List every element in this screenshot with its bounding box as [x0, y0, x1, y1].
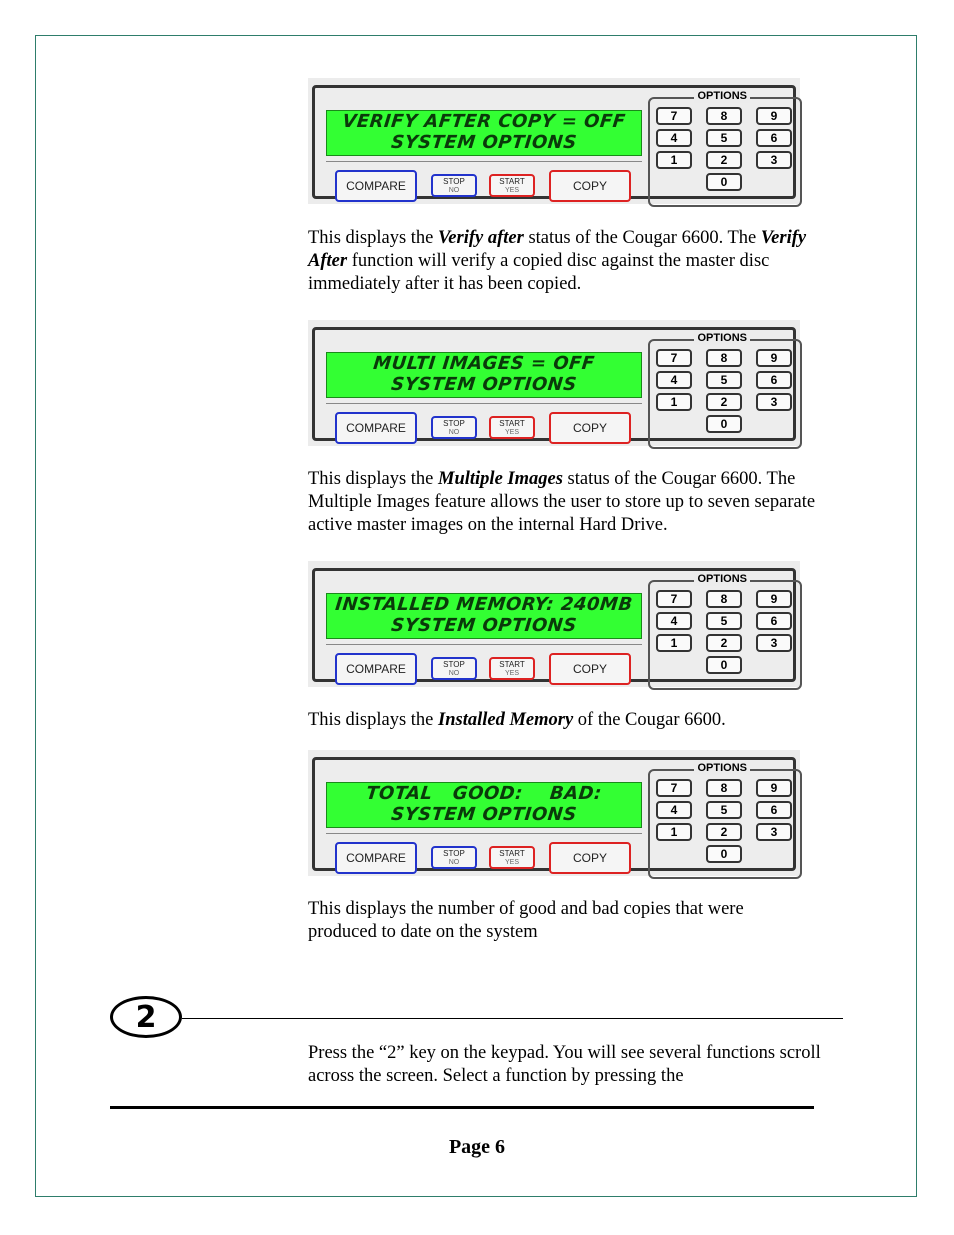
lcd-line-2: SYSTEM OPTIONS — [390, 132, 578, 153]
stop-label: STOP — [443, 659, 465, 669]
panel-frame — [312, 757, 796, 871]
desc-text: This displays the — [308, 469, 439, 489]
desc-text: of the Cougar 6600. — [573, 710, 726, 730]
start-label: START — [499, 848, 525, 858]
start-label: START — [499, 176, 525, 186]
key-3[interactable]: 3 — [756, 823, 792, 841]
key-4[interactable]: 4 — [656, 129, 692, 147]
key-1[interactable]: 1 — [656, 634, 692, 652]
stop-no-button[interactable] — [431, 416, 477, 439]
stop-no-button[interactable] — [431, 174, 477, 197]
desc-text: status of the Cougar 6600. The — [523, 228, 761, 248]
copy-button[interactable]: COPY — [549, 653, 631, 685]
key-0[interactable]: 0 — [706, 415, 742, 433]
options-title: OPTIONS — [694, 89, 750, 103]
desc-text: This displays the — [308, 228, 439, 248]
description-good-bad: This displays the number of good and bad copies that were produced to date on the system — [308, 899, 744, 942]
compare-button[interactable]: COMPARE — [335, 412, 417, 444]
stop-no-button[interactable] — [431, 846, 477, 869]
yes-label: YES — [504, 186, 519, 194]
options-title: OPTIONS — [694, 761, 750, 775]
lcd-line-1: TOTAL GOOD: BAD: — [365, 783, 603, 804]
start-label: START — [499, 659, 525, 669]
key-1[interactable]: 1 — [656, 823, 692, 841]
yes-label: YES — [504, 428, 519, 436]
lcd-line-2: SYSTEM OPTIONS — [390, 804, 578, 825]
description-installed-memory — [308, 709, 848, 732]
no-label: NO — [448, 428, 460, 436]
lcd-divider — [326, 833, 642, 834]
key-9[interactable]: 9 — [756, 590, 792, 608]
key-5[interactable]: 5 — [706, 371, 742, 389]
key-2[interactable]: 2 — [706, 151, 742, 169]
step-number-badge: 2 — [110, 996, 182, 1038]
lcd-display — [326, 782, 642, 828]
compare-button[interactable]: COMPARE — [335, 653, 417, 685]
key-0[interactable]: 0 — [706, 656, 742, 674]
control-panel-verify — [308, 78, 800, 204]
options-keypad — [648, 573, 802, 690]
lcd-line-1: MULTI IMAGES = OFF — [372, 353, 596, 374]
compare-button[interactable]: COMPARE — [335, 842, 417, 874]
key-9[interactable]: 9 — [756, 779, 792, 797]
desc-emphasis: Verify after — [438, 228, 524, 248]
lcd-display — [326, 352, 642, 398]
stop-label: STOP — [443, 848, 465, 858]
key-6[interactable]: 6 — [756, 801, 792, 819]
start-yes-button[interactable] — [489, 416, 535, 439]
lcd-display — [326, 110, 642, 156]
step-instructions: Press the “2” key on the keypad. You will see several functions scroll across the screen. Select a function by pressing the — [308, 1043, 821, 1086]
control-panel-total-good-bad — [308, 750, 800, 876]
desc-emphasis: Multiple Images — [438, 469, 563, 489]
page-number: Page 6 — [448, 1136, 506, 1158]
step-divider — [182, 1018, 843, 1019]
key-7[interactable]: 7 — [656, 779, 692, 797]
stop-label: STOP — [443, 176, 465, 186]
desc-text: This displays the — [308, 710, 439, 730]
panel-frame — [312, 85, 796, 199]
copy-button[interactable]: COPY — [549, 842, 631, 874]
no-label: NO — [448, 858, 460, 866]
desc-emphasis: Installed Memory — [438, 710, 574, 730]
options-title: OPTIONS — [694, 331, 750, 345]
key-8[interactable]: 8 — [706, 590, 742, 608]
lcd-line-1: INSTALLED MEMORY: 240MB — [334, 594, 634, 615]
control-panel-installed-memory — [308, 561, 800, 687]
start-yes-button[interactable] — [489, 846, 535, 869]
key-7[interactable]: 7 — [656, 107, 692, 125]
lcd-line-2: SYSTEM OPTIONS — [390, 374, 578, 395]
options-keypad — [648, 90, 802, 207]
panel-frame — [312, 568, 796, 682]
description-verify-after — [308, 227, 848, 296]
lcd-divider — [326, 403, 642, 404]
key-7[interactable]: 7 — [656, 590, 692, 608]
lcd-display — [326, 593, 642, 639]
key-1[interactable]: 1 — [656, 151, 692, 169]
lcd-line-2: SYSTEM OPTIONS — [390, 615, 578, 636]
copy-button[interactable]: COPY — [549, 170, 631, 202]
lcd-line-1: VERIFY AFTER COPY = OFF — [341, 111, 627, 132]
lcd-divider — [326, 161, 642, 162]
description-multiple-images — [308, 468, 848, 537]
key-5[interactable]: 5 — [706, 612, 742, 630]
key-2[interactable]: 2 — [706, 393, 742, 411]
key-9[interactable]: 9 — [756, 107, 792, 125]
key-4[interactable]: 4 — [656, 801, 692, 819]
desc-emphasis: Verify After — [308, 228, 807, 271]
yes-label: YES — [504, 669, 519, 677]
key-8[interactable]: 8 — [706, 349, 742, 367]
compare-button[interactable]: COMPARE — [335, 170, 417, 202]
options-keypad — [648, 762, 802, 879]
key-8[interactable]: 8 — [706, 107, 742, 125]
panel-frame — [312, 327, 796, 441]
yes-label: YES — [504, 858, 519, 866]
key-4[interactable]: 4 — [656, 371, 692, 389]
options-keypad — [648, 332, 802, 449]
key-3[interactable]: 3 — [756, 151, 792, 169]
control-panel-multi-images — [308, 320, 800, 446]
key-6[interactable]: 6 — [756, 129, 792, 147]
options-title: OPTIONS — [694, 572, 750, 586]
key-5[interactable]: 5 — [706, 129, 742, 147]
stop-label: STOP — [443, 418, 465, 428]
key-2[interactable]: 2 — [706, 823, 742, 841]
key-3[interactable]: 3 — [756, 393, 792, 411]
desc-text: function will verify a copied disc against the master disc immediately after it has been copied. — [308, 251, 770, 294]
copy-button[interactable]: COPY — [549, 412, 631, 444]
key-9[interactable]: 9 — [756, 349, 792, 367]
key-6[interactable]: 6 — [756, 371, 792, 389]
key-4[interactable]: 4 — [656, 612, 692, 630]
footer-rule — [110, 1106, 814, 1109]
desc-text: status of the Cougar 6600. The Multiple Images feature allows the user to store up to seven separate active master images on the internal Hard Drive. — [308, 469, 816, 535]
key-1[interactable]: 1 — [656, 393, 692, 411]
key-6[interactable]: 6 — [756, 612, 792, 630]
key-7[interactable]: 7 — [656, 349, 692, 367]
start-yes-button[interactable] — [489, 657, 535, 680]
key-8[interactable]: 8 — [706, 779, 742, 797]
start-label: START — [499, 418, 525, 428]
key-5[interactable]: 5 — [706, 801, 742, 819]
key-0[interactable]: 0 — [706, 173, 742, 191]
stop-no-button[interactable] — [431, 657, 477, 680]
key-2[interactable]: 2 — [706, 634, 742, 652]
lcd-divider — [326, 644, 642, 645]
start-yes-button[interactable] — [489, 174, 535, 197]
key-3[interactable]: 3 — [756, 634, 792, 652]
no-label: NO — [448, 186, 460, 194]
key-0[interactable]: 0 — [706, 845, 742, 863]
no-label: NO — [448, 669, 460, 677]
